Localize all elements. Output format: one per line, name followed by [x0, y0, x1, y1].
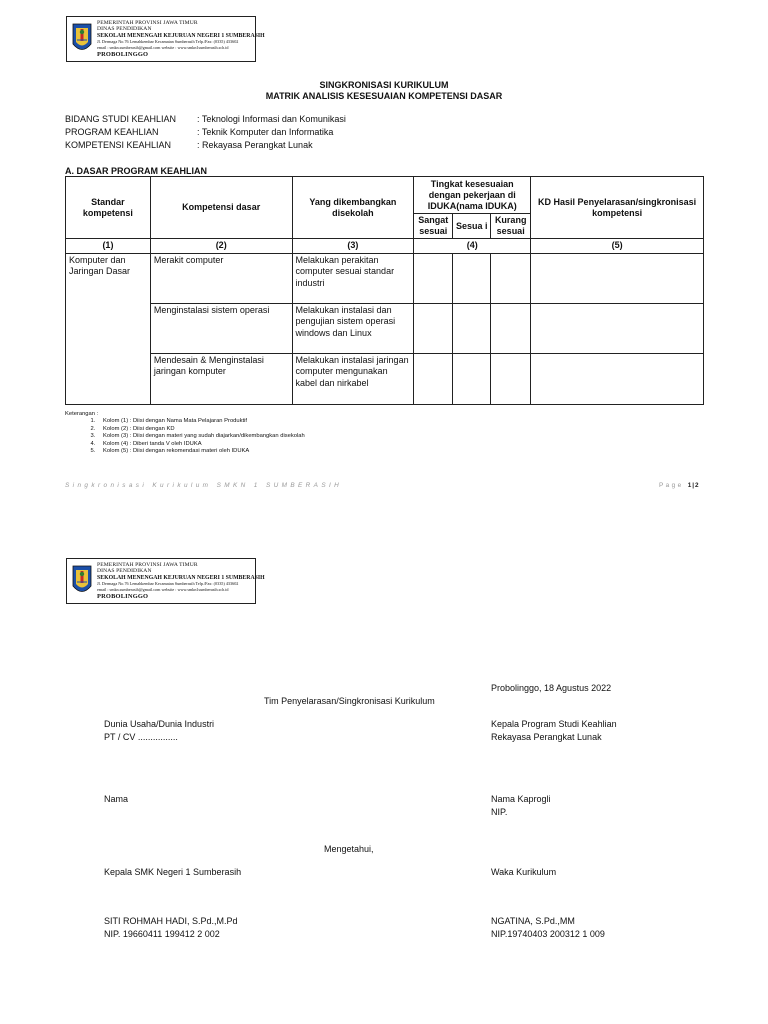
competency-matrix-table — [65, 176, 704, 405]
column-number: (5) — [531, 239, 704, 254]
letterhead-contact: email : smkn.sumberasih@gmail.com website : www.smkn1sumberasih.sch.id — [97, 587, 229, 593]
principal-name: SITI ROHMAH HADI, S.Pd.,M.Pd — [104, 916, 238, 926]
sangat-sesuai-cell — [414, 353, 453, 404]
sangat-sesuai-cell — [414, 303, 453, 353]
kompetensi-dasar-cell: Mendesain & Menginstalasi jaringan komputer — [150, 353, 292, 404]
letterhead — [66, 16, 265, 62]
note-item: 3. Kolom (3) : Diisi dengan materi yang sudah diajarkan/dikembangkan disekolah — [97, 433, 305, 440]
note-item: 4. Kolom (4) : Diberi tanda V oleh IDUKA — [97, 441, 305, 448]
mengetahui-label: Mengetahui, — [324, 844, 374, 854]
kurang-sesuai-cell — [491, 303, 531, 353]
east-java-crest-icon — [71, 564, 93, 598]
document-title: SINGKRONISASI KURIKULUM — [319, 80, 449, 90]
kompetensi-dasar-cell: Menginstalasi sistem operasi — [150, 303, 292, 353]
dikembangkan-cell: Melakukan instalasi jaringan computer mengunakan kabel dan nirkabel — [292, 353, 414, 404]
letterhead-government: PEMERINTAH PROVINSI JAWA TIMUR — [97, 19, 198, 26]
sesuai-cell — [453, 353, 491, 404]
letterhead-contact: email : smkn.sumberasih@gmail.com website : www.smkn1sumberasih.sch.id — [97, 45, 229, 51]
waka-title: Waka Kurikulum — [491, 867, 557, 877]
letterhead-government: PEMERINTAH PROVINSI JAWA TIMUR — [97, 561, 198, 568]
note-item: 5. Kolom (5) : Diisi dengan rekomendasi materi oleh IDUKA — [97, 448, 305, 455]
letterhead-department: DINAS PENDIDIKAN — [97, 26, 152, 33]
letterhead-city: PROBOLINGGO — [97, 592, 149, 600]
kaprog-title: Kepala Program Studi Keahlian — [491, 719, 617, 729]
kaprog-program: Rekayasa Perangkat Lunak — [491, 732, 602, 742]
note-item: 2. Kolom (2) : Diisi dengan KD — [97, 426, 305, 433]
waka-name: NGATINA, S.Pd.,MM — [491, 916, 575, 926]
letterhead-address: Jl. Dermaga No.76 Lemahkembar Kecamatan Sumberasih Telp./Fax: (0335) 433602 — [97, 581, 239, 586]
header-yang-dikembangkan: Yang dikembangkan disekolah — [292, 177, 414, 239]
dikembangkan-cell: Melakukan instalasi dan pengujian sistem operasi windows dan Linux — [292, 303, 414, 353]
industry-label: Dunia Usaha/Dunia Industri — [104, 719, 215, 729]
sesuai-cell — [453, 303, 491, 353]
letterhead-school: SEKOLAH MENENGAH KEJURUAN NEGERI 1 SUMBERASIH — [97, 32, 265, 39]
table-row — [66, 303, 704, 353]
letterhead-city: PROBOLINGGO — [97, 50, 149, 58]
footer-page-label: Page — [659, 482, 684, 489]
kompetensi-dasar-cell: Merakit computer — [150, 253, 292, 303]
kurang-sesuai-cell — [491, 353, 531, 404]
east-java-crest-icon — [71, 22, 93, 56]
header-kompetensi-dasar: Kompetensi dasar — [150, 177, 292, 239]
table-number-row — [66, 239, 704, 254]
footer-page-indicator — [659, 482, 700, 489]
kd-hasil-cell — [531, 303, 704, 353]
header-sangat-sesuai: Sangat sesuai — [414, 214, 453, 239]
letterhead-school: SEKOLAH MENENGAH KEJURUAN NEGERI 1 SUMBERASIH — [97, 574, 265, 581]
header-kurang-sesuai: Kurang sesuai — [491, 214, 531, 239]
standar-kompetensi-cell: Komputer dan Jaringan Dasar — [66, 253, 151, 404]
table-row — [66, 253, 704, 303]
dikembangkan-cell: Melakukan perakitan computer sesuai standar industri — [292, 253, 414, 303]
field-label-program: PROGRAM KEAHLIAN — [65, 127, 159, 137]
column-number: (4) — [414, 239, 531, 254]
sangat-sesuai-cell — [414, 253, 453, 303]
field-label-bidang: BIDANG STUDI KEAHLIAN — [65, 114, 177, 124]
header-standar-kompetensi: Standar kompetensi — [66, 177, 151, 239]
waka-nip: NIP.19740403 200312 1 009 — [491, 929, 605, 939]
kd-hasil-cell — [531, 253, 704, 303]
notes — [65, 411, 305, 455]
header-tingkat-kesesuaian: Tingkat kesesuaian dengan pekerjaan di IDUKA(nama IDUKA) — [414, 177, 531, 214]
footer-document-name: Singkronisasi Kurikulum SMKN 1 SUMBERASIH — [65, 482, 343, 489]
field-value-kompetensi: : Rekayasa Perangkat Lunak — [197, 140, 313, 150]
header-kd-hasil: KD Hasil Penyelarasan/singkronisasi kompetensi — [531, 177, 704, 239]
field-value-program: : Teknik Komputer dan Informatika — [197, 127, 334, 137]
letterhead-department: DINAS PENDIDIKAN — [97, 568, 152, 575]
field-label-kompetensi: KOMPETENSI KEAHLIAN — [65, 140, 172, 150]
letterhead-address: Jl. Dermaga No.76 Lemahkembar Kecamatan Sumberasih Telp./Fax: (0335) 433602 — [97, 39, 239, 44]
sesuai-cell — [453, 253, 491, 303]
place-date: Probolinggo, 18 Agustus 2022 — [491, 683, 612, 693]
industry-company: PT / CV ................ — [104, 732, 178, 742]
table-row — [66, 353, 704, 404]
header-sesuai: Sesua i — [453, 214, 491, 239]
principal-nip: NIP. 19660411 199412 2 002 — [104, 929, 220, 939]
document-subtitle: MATRIK ANALISIS KESESUAIAN KOMPETENSI DASAR — [265, 91, 503, 101]
team-title: Tim Penyelarasan/Singkronisasi Kurikulum — [264, 696, 435, 706]
principal-title: Kepala SMK Negeri 1 Sumberasih — [104, 867, 242, 877]
notes-title: Keterangan : — [65, 411, 99, 417]
note-item: 1. Kolom (1) : Diisi dengan Nama Mata Pelajaran Produktif — [97, 418, 305, 425]
kurang-sesuai-cell — [491, 253, 531, 303]
column-number: (1) — [66, 239, 151, 254]
kaprog-nip: NIP. — [491, 807, 508, 817]
kd-hasil-cell — [531, 353, 704, 404]
kaprog-signer-name: Nama Kaprogli — [491, 794, 551, 804]
column-number: (2) — [150, 239, 292, 254]
section-title: A. DASAR PROGRAM KEAHLIAN — [65, 166, 208, 176]
column-number: (3) — [292, 239, 414, 254]
industry-signer-name: Nama — [104, 794, 129, 804]
letterhead-page-2 — [66, 558, 265, 604]
field-value-bidang: : Teknologi Informasi dan Komunikasi — [197, 114, 346, 124]
footer-page-number: 1|2 — [687, 482, 700, 489]
